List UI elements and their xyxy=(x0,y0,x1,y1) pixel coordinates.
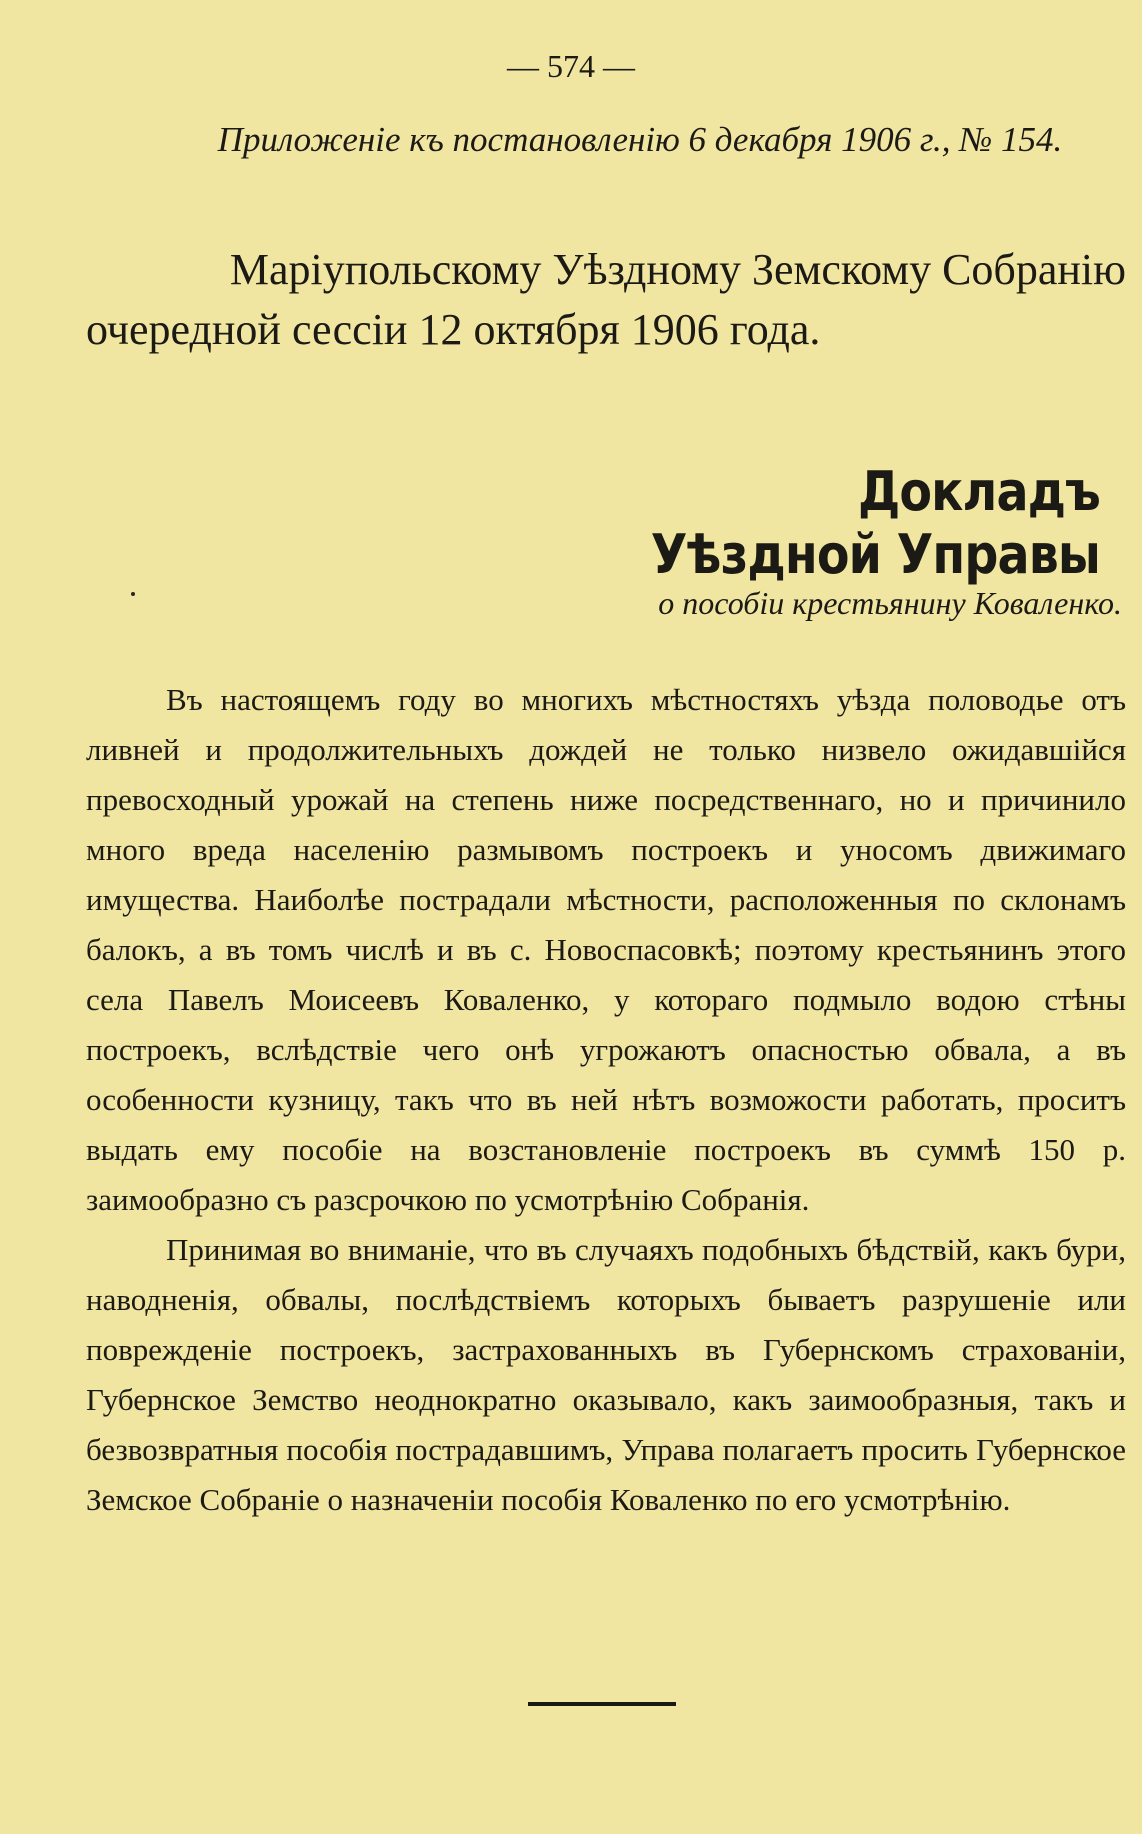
addressee-line-1: Маріупольскому Уѣздному Земскому Собранію xyxy=(229,245,1126,294)
addressee-heading xyxy=(86,240,1126,360)
report-body xyxy=(86,675,1126,1525)
addressee-line-2: очередной сессіи 12 октября 1906 года. xyxy=(86,305,821,354)
page-number: — 574 — xyxy=(507,48,635,84)
report-subject: о пособіи крестьянину Коваленко. xyxy=(658,585,1122,621)
print-dot xyxy=(131,592,135,596)
paragraph: Въ настоящемъ году во многихъ мѣстностяхъ уѣзда половодье отъ ливней и продолжительныхъ дождей не только низвело ожидавшійся превосходный урожай на степень ниже посредственнаго, но и причинило много вреда населенію размывомъ построекъ и уносомъ движимаго имущества. Наиболѣе пострадали мѣстности, расположенныя по склонамъ балокъ, а въ томъ числѣ и въ с. Новоспасовкѣ; поэтому крестьянинъ этого села Павелъ Моисеевъ Коваленко, у котораго подмыло водою стѣны построекъ, вслѣдствіе чего онѣ угрожаютъ опасностью обвала, а въ особенности кузницу, такъ что въ ней нѣтъ возможости работать, проситъ выдать ему пособіе на возстановленіе построекъ въ суммѣ 150 р. заимообразно съ разсрочкою по усмотрѣнію Собранія. xyxy=(86,682,1126,1217)
report-title: Докладъ Уѣздной Управы xyxy=(650,460,1100,586)
paragraph: Принимая во вниманіе, что въ случаяхъ подобныхъ бѣдствій, какъ бури, наводненія, обвалы, послѣдствіемъ которыхъ бываетъ разрушеніе или поврежденіе построекъ, застрахованныхъ въ Губернскомъ страхованіи, Губернское Земство неоднократно оказывало, какъ заимообразныя, такъ и безвозвратныя пособія пострадавшимъ, Управа полагаетъ просить Губернское Земское Собраніе о назначеніи пособія Коваленко по его усмотрѣнію. xyxy=(86,1232,1126,1517)
appendix-note: Приложеніе къ постановленію 6 декабря 1906 г., № 154. xyxy=(217,120,1063,159)
closing-rule xyxy=(528,1702,676,1706)
